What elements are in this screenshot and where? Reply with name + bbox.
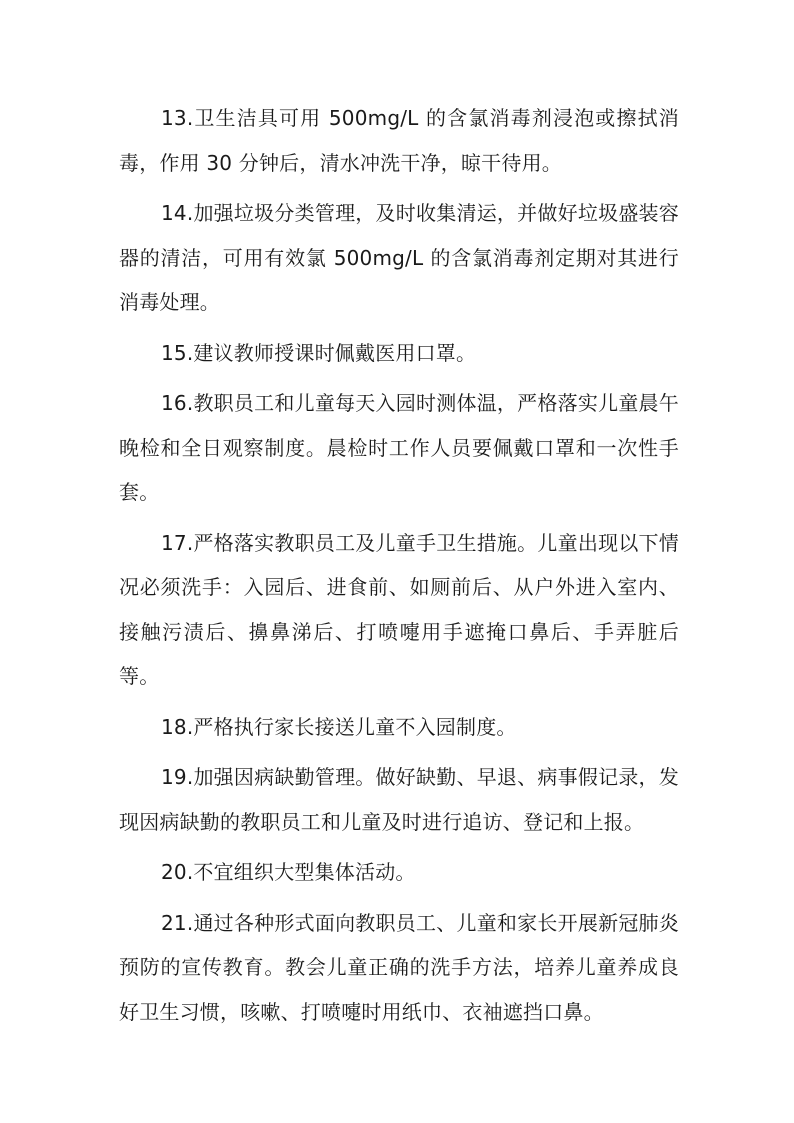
- paragraph-18: 18.严格执行家长接送儿童不入园制度。: [161, 714, 517, 739]
- paragraph-20: 20.不宜组织大型集体活动。: [161, 860, 416, 884]
- paragraph-21: 21.通过各种形式面向教职员工、儿童和家长开展新冠肺炎预防的宣传教育。教会儿童正确的洗手方法，培养儿童养成良好卫生习惯，咳嗽、打喷嚏时用纸巾、衣袖遮挡口鼻。: [119, 910, 679, 1024]
- paragraph-19: 19.加强因病缺勤管理。做好缺勤、早退、病事假记录，发现因病缺勤的教职员工和儿童及时进行追访、登记和上报。: [119, 765, 679, 834]
- document-body: [119, 96, 679, 1034]
- paragraph-15: 15.建议教师授课时佩戴医用口罩。: [161, 340, 477, 365]
- paragraph-16: 16.教职员工和儿童每天入园时测体温，严格落实儿童晨午晚检和全日观察制度。晨检时工作人员要佩戴口罩和一次性手套。: [119, 391, 679, 504]
- paragraph-14: 14.加强垃圾分类管理，及时收集清运，并做好垃圾盛装容器的清洁，可用有效氯 500mg/L 的含氯消毒剂定期对其进行消毒处理。: [119, 201, 679, 314]
- paragraph-17: 17.严格落实教职员工及儿童手卫生措施。儿童出现以下情况必须洗手：入园后、进食前、如厕前后、从户外进入室内、接触污渍后、擤鼻涕后、打喷嚏用手遮掩口鼻后、手弄脏后等。: [119, 530, 679, 688]
- paragraph-13: 13.卫生洁具可用 500mg/L 的含氯消毒剂浸泡或擦拭消毒，作用 30 分钟后，清水冲洗干净，晾干待用。: [119, 106, 679, 175]
